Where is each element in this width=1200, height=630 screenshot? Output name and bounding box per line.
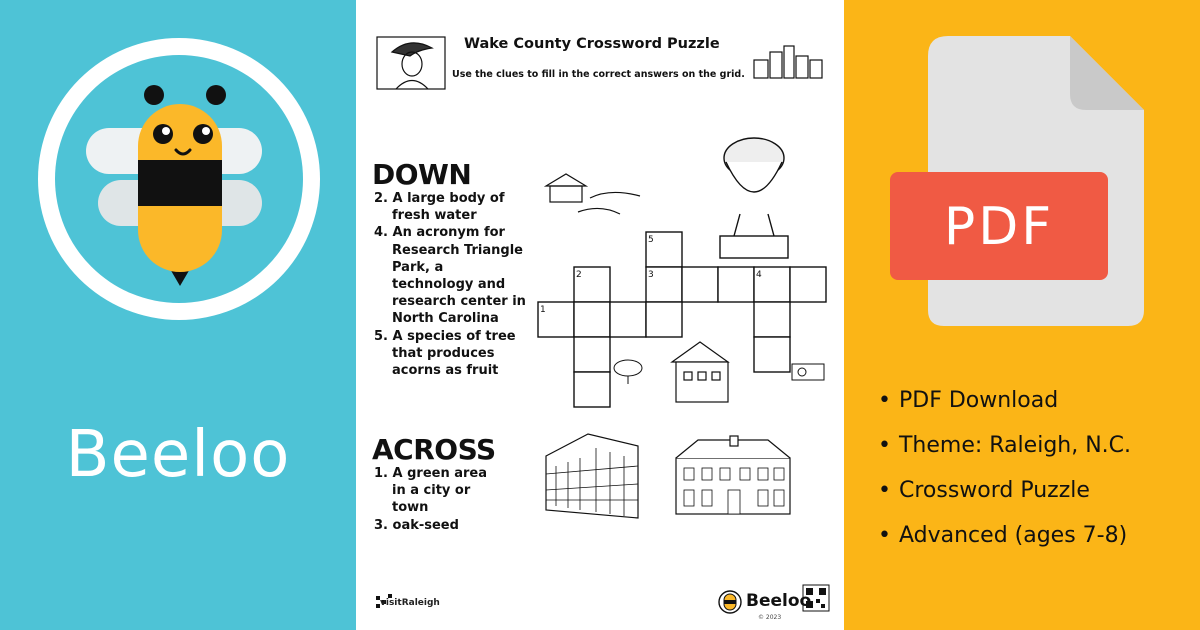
pdf-label: PDF — [943, 197, 1055, 257]
visit-raleigh-label: visitRaleigh — [380, 598, 440, 608]
across-clue: 3. oak-seed — [374, 517, 459, 533]
across-clue: 1. A green area in a city or town — [374, 466, 488, 516]
brand-name: Beeloo — [65, 418, 291, 492]
down-clue-list — [374, 190, 526, 379]
flag-icon — [792, 364, 824, 380]
grid-number-1: 1 — [540, 305, 546, 315]
feature-item: • Crossword Puzzle — [878, 478, 1131, 523]
across-heading: ACROSS — [372, 433, 496, 466]
down-heading: DOWN — [372, 158, 472, 191]
feature-item: • PDF Download — [878, 388, 1131, 433]
across-clue-list — [374, 465, 502, 534]
feature-list — [878, 388, 1131, 568]
feature-item: • Advanced (ages 7-8) — [878, 523, 1131, 568]
footer-copyright: © 2023 — [758, 614, 782, 621]
beeloo-footer-logo-icon — [719, 591, 741, 613]
city-skyline-icon — [754, 46, 822, 78]
grid-number-4: 4 — [756, 270, 762, 280]
acorn-statue-icon — [720, 138, 788, 258]
footer-brand: Beeloo — [746, 591, 812, 611]
down-clue: 5. A species of tree that produces acorns as fruit — [374, 328, 516, 379]
feature-item: • Theme: Raleigh, N.C. — [878, 433, 1131, 478]
grid-number-5: 5 — [648, 235, 654, 245]
lake-gazebo-icon — [546, 174, 640, 214]
historic-house-icon — [672, 342, 728, 402]
down-clue: 4. An acronym for Research Triangle Park, a technology and research center in North Carolina — [374, 225, 526, 327]
down-clue: 2. A large body of fresh water — [374, 191, 505, 224]
worksheet-title: Wake County Crossword Puzzle — [464, 36, 720, 52]
grid-number-3: 3 — [648, 270, 654, 280]
capitol-building-icon — [676, 436, 790, 514]
hotel-building-icon — [546, 434, 638, 518]
explorer-portrait-icon — [377, 37, 445, 89]
tree-icon — [614, 360, 642, 384]
worksheet-instructions: Use the clues to fill in the correct answers on the grid. — [452, 69, 745, 80]
grid-number-2: 2 — [576, 270, 582, 280]
